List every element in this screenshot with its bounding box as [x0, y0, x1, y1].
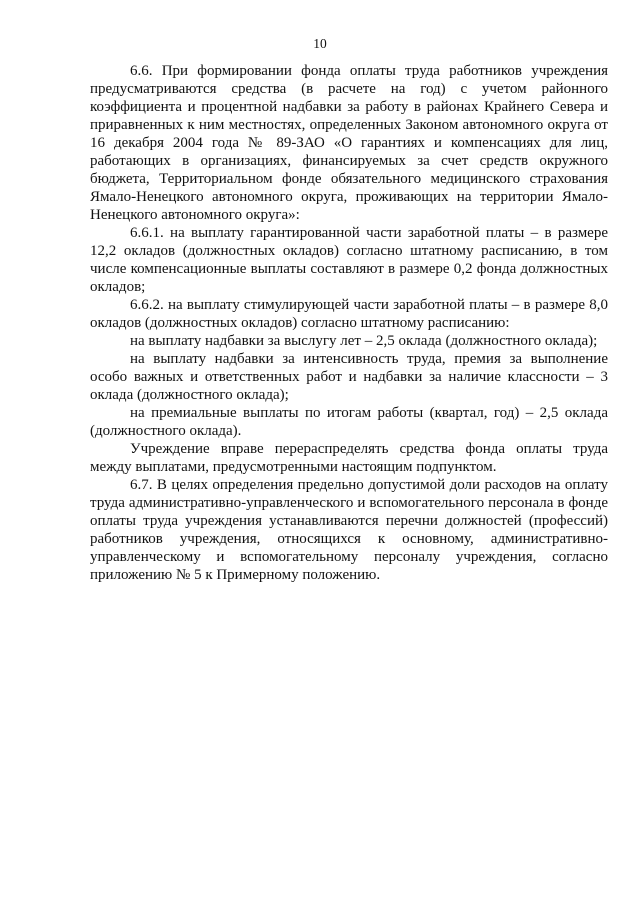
paragraph-seniority-allowance: на выплату надбавки за выслугу лет – 2,5 оклада (должностного оклада);	[130, 333, 598, 349]
paragraph-6-6-2: 6.6.2. на выплату стимулирующей части заработной платы – в размере 8,0 окладов (должностных окладов) согласно штатному расписанию:	[90, 297, 608, 331]
page-number: 10	[313, 36, 327, 51]
paragraph-redistribution: Учреждение вправе перераспределять средства фонда оплаты труда между выплатами, предусмотренными настоящим подпунктом.	[90, 441, 608, 475]
paragraph-bonus-payments: на премиальные выплаты по итогам работы (квартал, год) – 2,5 оклада (должностного оклада).	[90, 405, 608, 439]
document-body	[90, 62, 608, 584]
paragraph-intensity-allowance: на выплату надбавки за интенсивность труда, премия за выполнение особо важных и ответственных работ и надбавки за наличие классности – 3 оклада (должностного оклада);	[90, 351, 608, 403]
paragraph-6-7: 6.7. В целях определения предельно допустимой доли расходов на оплату труда административно-управленческого и вспомогательного персонала в фонде оплаты труда учреждения устанавливаются перечни должностей (профессий) работников учреждения, относящихся к основному, административно-управленческому и вспомогательному персоналу учреждения, согласно приложению № 5 к Примерному положению.	[90, 477, 608, 583]
paragraph-6-6-1: 6.6.1. на выплату гарантированной части заработной платы – в размере 12,2 окладов (должностных окладов) согласно штатному расписанию, в том числе компенсационные выплаты составляют в размере 0,2 фонда должностных окладов;	[90, 225, 608, 295]
paragraph-6-6: 6.6. При формировании фонда оплаты труда работников учреждения предусматриваются средства (в расчете на год) с учетом районного коэффициента и процентной надбавки за работу в районах Крайнего Севера и приравненных к ним местностях, определенных Законом автономного округа от 16 декабря 2004 года № 89-ЗАО «О гарантиях и компенсациях для лиц, работающих в организациях, финансируемых за счет средств окружного бюджета, Территориальном фонде обязательного медицинского страхования Ямало-Ненецкого автономного округа, проживающих на территории Ямало-Ненецкого автономного округа»:	[90, 63, 608, 223]
